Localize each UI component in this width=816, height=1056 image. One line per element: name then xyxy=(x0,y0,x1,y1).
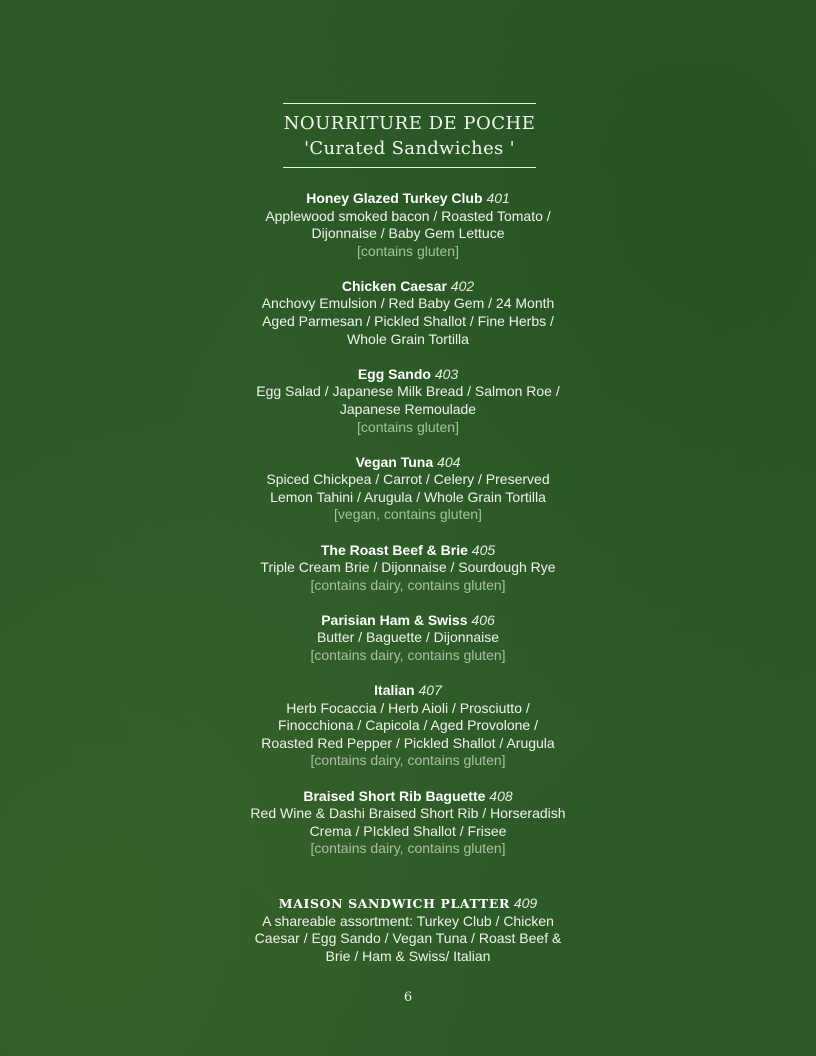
platter-item xyxy=(0,895,816,965)
platter-desc-line: A shareable assortment: Turkey Club / Chicken xyxy=(262,912,554,929)
menu-item xyxy=(0,682,816,770)
menu-item xyxy=(0,542,816,595)
menu-item-heading xyxy=(0,682,816,700)
menu-item-desc-line: Egg Salad / Japanese Milk Bread / Salmon Roe / xyxy=(256,383,560,400)
menu-item-desc-line: Spiced Chickpea / Carrot / Celery / Preserved xyxy=(266,471,550,488)
menu-item-heading xyxy=(0,190,816,208)
menu-item-desc-line: Red Wine & Dashi Braised Short Rib / Horseradish xyxy=(250,805,566,822)
menu-item-heading xyxy=(0,542,816,560)
menu-item-desc-line: Herb Focaccia / Herb Aioli / Prosciutto / xyxy=(286,699,530,716)
menu-item-description xyxy=(0,629,816,647)
platter-desc-line: Caesar / Egg Sando / Vegan Tuna / Roast Beef & xyxy=(254,930,562,947)
menu-item xyxy=(0,190,816,260)
menu-item-desc-line: Butter / Baguette / Dijonnaise xyxy=(316,629,500,646)
platter-desc-line: Brie / Ham & Swiss/ Italian xyxy=(325,947,491,964)
menu-item-list xyxy=(0,190,816,875)
page-number: 6 xyxy=(403,990,413,1005)
menu-item-number: 405 xyxy=(471,541,496,558)
menu-item-number: 404 xyxy=(437,453,461,470)
menu-item-desc-line: Dijonnaise / Baby Gem Lettuce xyxy=(311,225,505,242)
menu-item-name: Chicken Caesar xyxy=(341,277,447,294)
menu-item-desc-line: Anchovy Emulsion / Red Baby Gem / 24 Month xyxy=(261,295,555,312)
menu-item-heading xyxy=(0,788,816,806)
menu-item-description xyxy=(0,700,816,753)
menu-item-description xyxy=(0,295,816,348)
menu-item xyxy=(0,278,816,348)
section-subtitle: 'Curated Sandwiches ' xyxy=(304,138,515,159)
menu-item xyxy=(0,612,816,665)
menu-item-description xyxy=(0,383,816,418)
menu-item-description xyxy=(0,208,816,243)
menu-item-description xyxy=(0,805,816,840)
menu-item-desc-line: Lemon Tahini / Arugula / Whole Grain Tortilla xyxy=(270,488,546,505)
menu-item-desc-line: Applewood smoked bacon / Roasted Tomato / xyxy=(265,207,551,224)
menu-item xyxy=(0,788,816,858)
menu-item-desc-line: Finocchiona / Capicola / Aged Provolone / xyxy=(278,717,538,734)
menu-item-dietary-note: [contains dairy, contains gluten] xyxy=(310,576,506,593)
menu-item-description xyxy=(0,471,816,506)
menu-item-number: 408 xyxy=(489,787,513,804)
menu-item-number: 406 xyxy=(471,611,495,628)
menu-item-desc-line: Triple Cream Brie / Dijonnaise / Sourdough Rye xyxy=(260,559,556,576)
menu-item-dietary-note: [contains dairy, contains gluten] xyxy=(310,840,506,857)
menu-item-number: 407 xyxy=(418,682,442,699)
menu-item-heading xyxy=(0,278,816,296)
menu-item-desc-line: Roasted Red Pepper / Pickled Shallot / Arugula xyxy=(261,734,555,751)
section-title: NOURRITURE DE POCHE xyxy=(283,113,536,134)
menu-item-name: Vegan Tuna xyxy=(355,453,434,470)
menu-item-dietary-note: [contains gluten] xyxy=(357,242,459,259)
menu-item xyxy=(0,366,816,436)
menu-item-dietary-note: [contains dairy, contains gluten] xyxy=(310,752,506,769)
menu-item-dietary-note: [contains gluten] xyxy=(357,418,459,435)
menu-item-number: 403 xyxy=(434,365,459,382)
menu-item-number: 401 xyxy=(486,190,510,206)
menu-item-name: Egg Sando xyxy=(357,365,431,382)
menu-item-name: Italian xyxy=(374,682,415,699)
menu-item-heading xyxy=(0,366,816,384)
menu-item-dietary-note: [vegan, contains gluten] xyxy=(334,506,482,523)
menu-item-name: Parisian Ham & Swiss xyxy=(321,611,468,628)
menu-item-name: Honey Glazed Turkey Club xyxy=(306,190,483,206)
menu-item-desc-line: Japanese Remoulade xyxy=(339,400,477,417)
menu-item-description xyxy=(0,559,816,577)
menu-item-name: The Roast Beef & Brie xyxy=(320,541,468,558)
platter-name: MAISON SANDWICH PLATTER xyxy=(278,896,510,911)
menu-item-desc-line: Aged Parmesan / Pickled Shallot / Fine Herbs / xyxy=(262,313,554,330)
platter-number: 409 xyxy=(513,895,538,911)
menu-item-desc-line: Crema / PIckled Shallot / Frisee xyxy=(309,822,507,839)
menu-item-number: 402 xyxy=(450,277,475,294)
platter-description xyxy=(0,913,816,966)
menu-item xyxy=(0,454,816,524)
menu-item-desc-line: Whole Grain Tortilla xyxy=(347,330,469,347)
section-header xyxy=(283,103,536,168)
menu-item-dietary-note: [contains dairy, contains gluten] xyxy=(310,646,506,663)
menu-item-name: Braised Short Rib Baguette xyxy=(303,787,486,804)
menu-item-heading xyxy=(0,454,816,472)
menu-item-heading xyxy=(0,612,816,630)
